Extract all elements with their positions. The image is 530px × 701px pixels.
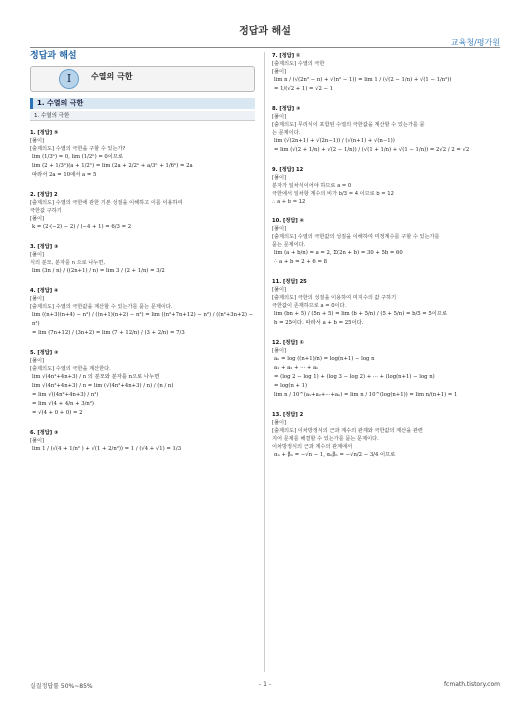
- problem-text: [풀이]: [272, 175, 287, 181]
- problem-text: [풀이]: [30, 252, 45, 258]
- chapter-banner: [30, 66, 255, 92]
- formula-line: lim n / 10^(a₁+a₂+···+aₙ) = lim n / 10^(log(n+1)) = lim n/(n+1) = 1: [274, 392, 458, 398]
- problem-block: [30, 191, 255, 232]
- problem-text: [출제의도] 이차방정식의 근과 계수의 관계와 극한값의 계산을 관련: [272, 428, 423, 434]
- problem-text: 지어 문제를 해결할 수 있는가를 묻는 문제이다.: [272, 436, 379, 442]
- formula-line: = lim (7n+12) / (3n+2) = lim (7 + 12/n) / (3 + 2/n) = 7/3: [32, 330, 185, 336]
- problem-text: 분자가 일차식이어야 하므로 a = 0: [272, 183, 352, 189]
- formula-line: a₁ + a₂ + ··· + aₙ: [274, 365, 319, 371]
- formula-line: = lim (√(2 + 1/n) + √(2 − 1/n)) / (√(1 + 1/n) + √(1 − 1/n)) = 2√2 / 2 = √2: [274, 147, 470, 153]
- problem-text: [풀이]: [272, 348, 287, 354]
- footer-website: fcmath.tistory.com: [443, 681, 500, 688]
- problem-text: [풀이]: [30, 216, 45, 222]
- left-column: [30, 52, 255, 465]
- problem-text: [풀이]: [30, 438, 45, 444]
- chapter-number: I: [59, 69, 79, 89]
- formula-line: lim √(4n²+4n+3) / n = lim (√(4n²+4n+3) / n) / (n / n): [32, 383, 174, 389]
- column-divider: [264, 52, 265, 672]
- problem-block: [272, 105, 500, 155]
- problem-text: [출제의도] 극한의 성질을 이용하여 미지수의 값 구하기: [272, 295, 397, 301]
- formula-line: = √(4 + 0 + 0) = 2: [32, 410, 83, 416]
- formula-line: 따라서 2a = 10에서 a = 5: [32, 172, 97, 178]
- problem-answer: 4. [정답] ④: [30, 288, 59, 294]
- header-divider: [30, 47, 500, 48]
- problem-block: [272, 339, 500, 400]
- problem-block: [272, 217, 500, 267]
- problem-block: [30, 243, 255, 276]
- formula-line: lim n / (√(2n² − n) + √(n² − 1)) = lim 1 / (√(2 − 1/n) + √(1 − 1/n²)): [274, 77, 452, 83]
- problem-answer: 3. [정답] ③: [30, 244, 59, 250]
- problem-answer: 11. [정답] 25: [272, 279, 307, 285]
- formula-line: lim (a + b/n) = a = 2, Σ(2n + b) = 30 + 5b = 60: [274, 250, 403, 256]
- formula-line: lim ((n+3)(n+4) − n²) / ((n+1)(n+2) − n²) = lim ((n²+7n+12) − n²) / ((n²+3n+2) − n²): [32, 312, 254, 327]
- problem-text: [출제의도] 수열의 극한을 계산한다.: [30, 366, 111, 372]
- right-problem-list: [272, 52, 500, 460]
- header-title: 정답과 해설: [239, 26, 291, 37]
- problem-text: 극한에서 일차항 계수의 비가 b/3 = 4 이므로 b = 12: [272, 191, 394, 197]
- problem-text: [출제의도] 수열의 극한값을 계산할 수 있는가를 묻는 문제이다.: [30, 304, 173, 310]
- formula-line: = lim √((4n²+4n+3) / n²): [32, 392, 99, 398]
- page-number: - 1 -: [259, 681, 271, 688]
- problem-text: 묻는 문제이다.: [272, 242, 306, 248]
- problem-text: [풀이]: [272, 287, 287, 293]
- problem-answer: 7. [정답] ①: [272, 53, 301, 59]
- problem-text: [풀이]: [30, 296, 45, 302]
- footer-accuracy: 실질정답률 50%~85%: [30, 683, 93, 690]
- problem-answer: 13. [정답] 2: [272, 412, 304, 418]
- problem-text: [출제의도] 무리식이 포함된 수열의 극한값을 계산할 수 있는가를 묻: [272, 122, 425, 128]
- formula-line: = (log 2 − log 1) + (log 3 − log 2) + ··· + (log(n+1) − log n): [274, 374, 435, 380]
- formula-line: lim (√(2n+1) + √(2n−1)) / (√(n+1) + √(n−1)): [274, 138, 395, 144]
- problem-text: [풀이]: [30, 358, 45, 364]
- left-problem-list: [30, 129, 255, 454]
- page-header: [0, 0, 530, 47]
- problem-text: [출제의도] 수열의 극한에 관한 기본 성질을 이해하고 이를 이용하여: [30, 200, 183, 206]
- problem-block: [272, 278, 500, 328]
- problem-answer: 8. [정답] ②: [272, 106, 301, 112]
- problem-block: [272, 166, 500, 206]
- problem-text: [풀이]: [272, 114, 287, 120]
- problem-text: [출제의도] 수열의 극한값의 성질을 이해하여 미정계수를 구할 수 있는가를: [272, 234, 440, 240]
- problem-block: [30, 287, 255, 338]
- problem-block: [30, 349, 255, 418]
- problem-text: 식의 분모, 분자를 n 으로 나누면,: [30, 260, 105, 266]
- problem-answer: 6. [정답] ③: [30, 430, 59, 436]
- problem-block: [30, 129, 255, 180]
- problem-answer: 5. [정답] ②: [30, 350, 59, 356]
- right-column: [272, 52, 500, 471]
- formula-line: lim √(4n²+4n+3) / n 의 분모와 분자를 n으로 나누면: [32, 374, 160, 380]
- formula-line: αₙ + βₙ = −√n − 1, αₙβₙ = −√n/2 − 3/4 이므로: [274, 452, 396, 458]
- problem-text: 는 문제이다.: [272, 130, 301, 136]
- problem-text: 극한값 구하기: [30, 208, 62, 214]
- problem-text: 이차방정식의 근과 계수의 관계에서: [272, 444, 353, 450]
- formula-line: k = (2·(−2) − 2) / (−4 + 1) = 6/3 = 2: [32, 224, 132, 230]
- formula-line: b = 25이다. 따라서 a + b = 25이다.: [274, 320, 364, 326]
- problem-block: [30, 429, 255, 454]
- section-title: 정답과 해설: [30, 51, 77, 61]
- formula-line: = log(n + 1): [274, 383, 308, 389]
- problem-text: [출제의도] 수열의 극한을 구할 수 있는가?: [30, 146, 126, 152]
- formula-line: lim (bn + 5) / (5n + 5) = lim (b + 5/n) / (5 + 5/n) = b/5 = 5이므로: [274, 311, 448, 317]
- problem-text: [풀이]: [272, 420, 287, 426]
- problem-text: [풀이]: [272, 69, 287, 75]
- chapter-name: 수열의 극한: [91, 72, 133, 81]
- formula-line: lim 1 / (√(4 + 1/n² ) + √(1 + 2/n²)) = 1 / (√4 + √1) = 1/3: [32, 446, 182, 452]
- formula-line: lim (3n / n) / ((2n+1) / n) = lim 3 / (2 + 1/n) = 3/2: [32, 268, 165, 274]
- problem-text: ∴ a + b = 12: [272, 199, 306, 205]
- problem-text: [출제의도] 수열의 극한: [272, 61, 325, 67]
- problem-answer: 9. [정답] 12: [272, 167, 304, 173]
- formula-line: ∴ a + b = 2 + 6 = 8: [274, 259, 327, 265]
- subsubsection-title: 1. 수열의 극한: [30, 111, 255, 121]
- problem-block: [272, 52, 500, 94]
- header-category: 교육청/평가원: [450, 38, 500, 47]
- formula-line: = lim √(4 + 4/n + 3/n²): [32, 401, 94, 407]
- problem-answer: 1. [정답] ⑤: [30, 130, 59, 136]
- formula-line: lim (2 + 1/3ⁿ)(a + 1/2ⁿ) = lim (2a + 2/2ⁿ + a/3ⁿ + 1/6ⁿ) = 2a: [32, 163, 193, 169]
- problem-answer: 2. [정답] 2: [30, 192, 58, 198]
- problem-answer: 12. [정답] ①: [272, 340, 304, 346]
- problem-text: 극한값이 존재하므로 a = 0이다.: [272, 303, 347, 309]
- subsection-title: 1. 수열의 극한: [30, 98, 255, 109]
- formula-line: lim (1/3ⁿ) = 0, lim (1/2ⁿ) = 0이므로: [32, 154, 124, 160]
- formula-line: = 1/(√2 + 1) = √2 − 1: [274, 86, 334, 92]
- problem-text: [풀이]: [272, 226, 287, 232]
- formula-line: aₙ = log ((n+1)/n) = log(n+1) − log n: [274, 356, 375, 362]
- problem-answer: 10. [정답] ④: [272, 218, 304, 224]
- problem-block: [272, 411, 500, 460]
- problem-text: [풀이]: [30, 138, 45, 144]
